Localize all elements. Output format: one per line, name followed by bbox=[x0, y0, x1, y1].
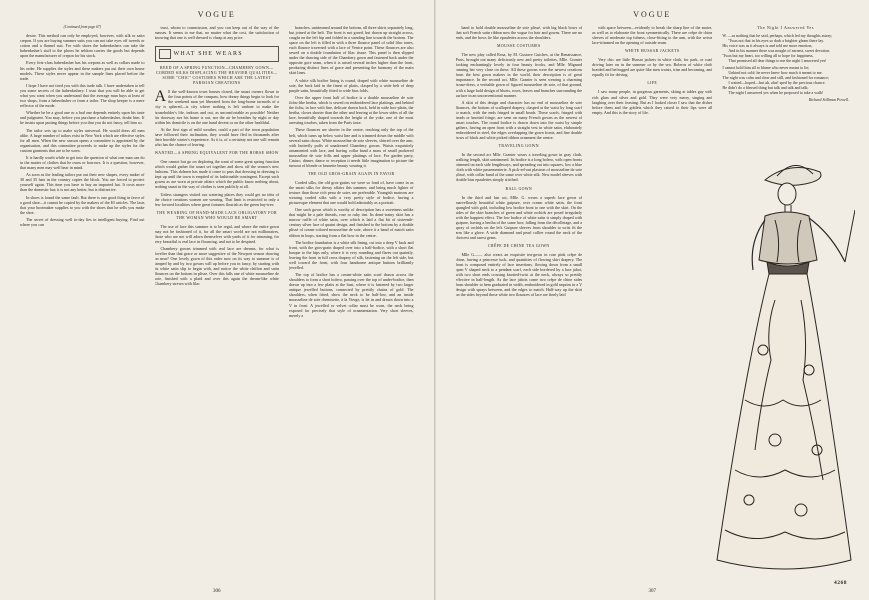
paragraph: Chambery gowns trimmed with real lace are dreams, for what is lovelier than that grace or more suggestive of the Newport season drawing on near? One lovely gown of this order now on its way to summer is of tamped by and by two gowns will up before you in fancy, by starting with its white satin slip to begin with, and notice the white chiffon and satin flounces on the bottom in plisse. Over this falls one of white mousseline de soie, finished with a plaid and over this again the dream-like white Chambery strewn with lilac bbox=[154, 246, 279, 287]
right-col-1 bbox=[456, 25, 583, 577]
poem-line: And in his manner there was nought of earnest, sweet devotion. bbox=[728, 48, 831, 53]
paragraph: The use of lace this summer is to be regal, and where the entire gown may not be fashioned of it, for all the smart world are not millionaires, those who are not will adorn themselves with yards of it for trimming, for very beautiful is real lace in flouncing, and not to be despised. bbox=[154, 223, 279, 244]
paragraph: branches, untrimmed around the bottom, all three skirts separately long, but joined at the belt. The front is not gored, but drawn up straight across, caught on the left hip and folded in a standing line towards the bottom. The space on the left is filled in with a three flounce panel of solid lilac tones, each flounce traversed with a lace of Venice point. These flounces are also sewed on a double foundation of lilac tissue. This panel is then slipped under the drawing side of the Chambery gown and fastened back under the opposite gore seam, when it is raised several inches higher than the front, producing distinct lines of grace and presenting the harmony of the main skirt lines. bbox=[289, 25, 414, 76]
paragraph: One cannot but go on deploring the want of some great spring function which would gather the smart set together and show off the season's new fashions. This dolmen has made it come to pass that dressing in dressing is kept up until the town is emptied of its fashionable contingent. Except such gowns as are worn at private affairs which the public know nothing about, nothing smart in the way of clothes is seen publicly at all. bbox=[154, 159, 279, 190]
poem-line: The night was calm and clear and still, and fashioned for romance; bbox=[722, 75, 830, 80]
poem-title: The Night I Answered Yes bbox=[757, 25, 815, 30]
paragraph: The secret of dressing well to-day lies in intelligent buying. Find out where you can bbox=[20, 217, 145, 228]
paragraph: Unless strangers visited our watering places they could get no idea of the choice creations women are wearing. That limit is restricted to only a few favored localities where great fortunes flourish as the green bay-tree. bbox=[154, 191, 279, 207]
poem-line: Unkind not cold; he never knew how much it meant to me. bbox=[728, 70, 823, 75]
paragraph: The tailor sets up to make styles universal. He would dress all men alike. A large number of tailors exist in New York which are effective styles for all men. When the new season opens a committee is appointed by the organisation, and this committee proceeds to make up the styles for the custom garments that are to be worn. bbox=[20, 127, 145, 153]
subheading: BALL GOWN bbox=[505, 186, 533, 191]
poem-signature: Richard Stillman Powell. bbox=[808, 97, 849, 102]
paragraph: with space between—evidently to break the sharp line of the moire, as well as to elaborate the front symmetrically. There are crêpe de chine sleeves of moderate top fulness, close-fitting to the arm, with the wrists lace-trimmed on the opening of outside seam. bbox=[592, 25, 713, 46]
subheading: LIFE bbox=[647, 81, 658, 86]
paragraph: desire. This method can only be employed, however, with silk or satin crepon. If you are buying summer suits you can not take eyes off tweeds or cotton and a flannel suit. For with shoes the haberdashers can take the haberdasher's stuff to the places he seldom carries the goods but depends upon the manufacturer of crepon for his stock. bbox=[20, 33, 145, 59]
paragraph: Corded silks, the old gros-grains we were so fond of, have come in as the smart silks for dressy affairs this summer, and being much lighter of texture than those rich peau de soies are preferable. Youngish matrons are wearing corded silks with a very pretty style of bodice, having a picturesque element that one would hold admirably as a portrait. bbox=[289, 179, 414, 206]
page-number-right: 307 bbox=[648, 589, 656, 594]
paragraph: ll the well-known town houses closed, the smart owners flown to the four points of the compass, how dreary things begin to look for the weekend man yet liberated from the long-home turmoils of a city is sphered—is city where nothing is left undone to make the householder's life, indoors and out, as uncomfortable as possible! Neither his doorway nor his home is out, nor the air he breathes by night or day within his domicile is on the one hand decent or on the other healthful. bbox=[154, 89, 279, 125]
paragraph: I saw many people, in gorgeous garments, skiing at tables gay with rich glass and silver and gold. They were very merry, singing and laughing over their feasting. But as I looked closer I saw that the dishes before them and the goblets which they raised to their lips were all empty. And this is the story of life. bbox=[592, 89, 713, 115]
paragraph: In the second act Mlle. Granier wears a traveling gown in gray cloth, walking length, skirt untrimmed. Its bodice is a long bolero, with open fronts trimmed on each side lengthways, and spreading out into squares, low a blue cloth with white passementerie. A pick-ed-out plastron of mousseline de soie plissé, with collar band of the same over white silk. New model sleeves with double bias epaulettes simply stitched. bbox=[455, 152, 583, 183]
poem-line: That promised all dear things to me the night I answered yes! bbox=[728, 58, 827, 63]
paragraph: Every first-class haberdasher has his crepons as well as collars made to his order. He supplies the styles and these makers put out their own house models. These styles never appear in the sample lines placed before the trade. bbox=[20, 60, 145, 81]
paragraph: The new play called Rosa, by M. Gustave Guiches, at the Renaissance, Paris, brought out many deliciously new and pretty toilettes, Mlle. Granier looking enchantingly lovely in four beauty frocks, and Mlle. Mignard running her very close on these. All these gowns were the newest creations from the best gown makers in the world, their description is of great importance. In the second act, Mlle. Granier is seen wearing a charming house-dress, a veritable gown of figured mousseline de soie, of that ground, with a large bold design of bluets, roses, leaves and branches surrounding the surface in an unconventional manner. bbox=[455, 52, 583, 98]
subheading: CRÊPE DE CHINE TEA GOWN bbox=[487, 243, 550, 248]
paragraph: As soon as the leading tailors put out their new shapes, every maker of 30 and 35 hats in the country copies the block. You are forced to protect yourself again. This time you have to buy an imported hat. It costs more than the domestic hat; it is not any better, but is distinctive. bbox=[20, 172, 145, 193]
paragraph: trust, whom to commission, and you can keep out of the way of the masses. It seems to me that, no matter what the cost, the satisfaction of knowing that one is well dressed is cheap at any price. bbox=[154, 25, 279, 41]
subheading: THE OLD GROS-GRAIN AGAIN IN FAVOR bbox=[308, 171, 395, 176]
poem-line: The night I answered yes when he proposed to take a walk! bbox=[728, 90, 824, 95]
paragraph: I hope I have not tired you with this trade talk. I have undertaken to tell you some secrets of the haberdashery. I trust that you will be able to get what you want when you understand that the average man buys at least of two shops, from a haberdasher or from a tailor. The shop keeper is a mere reflector of the mode. bbox=[20, 82, 145, 109]
running-head-left: VOGUE bbox=[197, 10, 236, 19]
paragraph: Very chic are little Hussar jackets in white cloth, for park, or road driving later on in the summer or by the sea. Boleros of white cloth braided and befrogged are quite like men waists, trim and becoming, and equally fit for driving. bbox=[592, 57, 713, 78]
subheading: TRAVELING GOWN bbox=[498, 144, 540, 149]
left-col-1 bbox=[20, 25, 145, 577]
paragraph: The bodice foundation is a white silk lining, cut into a deep V back and front, with the gros-grain draped over into a half-bodice, with a short flat basque to the hips only, where it is very rounding and flares out quaintly, leaving the front in full cross drapery of silk, fastening on the left side, but well toward the front, with four handsome antique buttons brilliantly jewelled. bbox=[289, 239, 414, 270]
poem-line: 'Twas but my heart, too willing all to hope for happiness, bbox=[722, 53, 814, 58]
paragraph: The top of bodice has a cream-white satin scarf drawn across the shoulders to form a short bolero, passing over the top of under-bodice, then drawn up into a few plaits at the bust, where it is fastened by two larger antique jewelled buttons, connected by prettily chains of gold. The shoulders, when fitted, show the neck to be half-low, and an inside mousseline de soie chemisette, à la Vierge, is let in and drawn down into a V in front. A jewelled or velvet collar must be worn, the neck being exposed for precisely that style of ornamentation. Very short sleeves, merely a bbox=[289, 272, 414, 318]
continued-note: (Continued from page 67) bbox=[63, 25, 101, 29]
ornament-icon bbox=[159, 49, 171, 59]
poem-line: He didn't do a blessed thing but talk and talk and talk; bbox=[722, 85, 809, 90]
paragraph: Whether he be a good one or a bad one depends entirely upon his taste and judgment. You may, before you purchase a haberdasher, doubt him. If he insists upon putting things before you that you do not fancy, tell him so. bbox=[20, 110, 145, 126]
paragraph: Over the upper front half of bodice is a double mousseline de soie fichu-like bertha, which is sewed on embroidered lace plaitings, and behind the fichu, in lace with fine, delicate drawn back, held in wide box-plaits, the bertha, closes shorter than the other and leaving at the lower sides of all the lace, beautifully draped towards the height of the yoke, one of the most arresting touches, taken from the Paris taste. bbox=[289, 94, 414, 126]
poem-line: I cannot hold him all to blame who never meant to lie; bbox=[722, 65, 810, 70]
left-columns bbox=[20, 25, 414, 577]
subheading: THE WEARING OF HAND-MADE LACE OBLIGATORY FOR THE WOMAN WHO WOULD BE SMART bbox=[156, 210, 277, 220]
poem-line: His voice was as it always is and told me more emotion, bbox=[722, 43, 813, 48]
paragraph: These flounces are shorter in the centre, reaching only the top of the belt, which turns up below waist line and is trimmed down the middle with several satin chous. White mousseline de soie sleeves, shirred over the arm, with butterfly puffs of unadorned Chambery gowns. Waists exquisitely ornamented with lace, and having collar band a mass of small puckered mousseline de soie frills and upper plaitings of lace. For garden party, Casino, dinner, dance or reception it needs little imagination to picture the turnout of blonde or brunette beauty wearing it. bbox=[289, 127, 414, 168]
paragraph: A white silk bodice lining is round, draped with white mousseline de soie, the back laid in the finest of plaits, clasped by a wide belt of deep purple satin, beautifully fitted to wide bias folds. bbox=[289, 77, 414, 93]
poem-line: W. —as nothing that he said, perhaps, which led my thoughts astray; bbox=[722, 33, 833, 38]
paragraph: A skirt of this design and character has no end of mousseline de soie flounces, the bottom of scalloped drapery, clasped at the waist by long scarf to match, with the ends fringed in small beads. These scarfs, fringed with beads or knotted fringe, are seen on many French gowns as the newest of smart touches. The round bodice is drawn down into the waist by simple gathers, having an open front with a straight vest in white satin, elaborately embroidered in steel, the edges overlapping the gown fronts, and fine double bows of black and white picked ribbon ornament the centre. bbox=[455, 99, 583, 141]
paragraph: At the first sign of mild weather, could a part of the town population have followed their inclination, they would have fled in thousands after their horrible winter's experience. As it is, of a certainty not one will remain who has the chance of leaving. bbox=[154, 126, 279, 147]
left-col-2 bbox=[155, 25, 280, 577]
running-head-right: VOGUE bbox=[633, 10, 672, 19]
plate-number: 4268 bbox=[834, 580, 847, 586]
section-title-box bbox=[155, 46, 280, 62]
paragraph: Mlle G—— also wears an exquisite tea-gown in rose pink crêpe de chine, having a princesse tuck, and quantities of flowing skirt drapery. The front is composed entirely of lace insertions, flowing down from a small open V shaped neck to a pendant scarf, each side bordered by a lace jabot, with two short ends crossing knotted-twist at the neck, always so prettily effective in half-length. As the lace jabots come two crêpe de chine sides from shoulder to hem graduated in width, embroidered in gold sequins in a V design with sprays between, and the edges to match. Half-way up the skirt on the sides beyond those white two flounces of lace are finely laid bbox=[455, 252, 583, 298]
left-col-3 bbox=[289, 25, 414, 577]
section-title: WHAT SHE WEARS bbox=[173, 50, 243, 57]
paragraph: In the third and last act, Mlle. G. wears a superb lace gown of marvellously beautiful white guipure, over cream white satin, the front spangled with gold, including low bodice front to one with the skirt. On the sides of the skirt branches of green and white orchids are posed irregularly with the happiest effect. The low bodice of white satin is simply draped with guipure, having a bertha of the same lace, falling from the décolletage, and a spray of orchids on the left. Guipure sleeves from shoulder to wrist fit the arm like a glove. A wide diamond and pearl collier round the neck of the choicest and rarest gems. bbox=[455, 194, 583, 240]
section-subtitle: REED OF A SPRING FUNCTION—CHAMBERY GOWN—CORDED SILKS DISPLACING THE HEAVIER QUALITIES—SOME "CHIC" COSTUMES WHICH ARE THE LATEST PARISIAN CREATIONS bbox=[156, 66, 278, 86]
paragraph: band to hold double mousseline de soie plissé, with big black bows of that soft French satin ribbon now the vogue for hair and gowns. There are no ends, and the bows lie like epaulettes across the shoulders. bbox=[455, 25, 583, 41]
right-page bbox=[435, 0, 869, 600]
page-number-left: 306 bbox=[213, 589, 221, 594]
fashion-illustration bbox=[705, 150, 855, 580]
paragraph: One such gown which is worthy of description has a sweetness unlike that might be a pale threads, rose or ruby tint. Its demi-trainy skirt has a narrow ruffle of white satin, over which is laid a flat bit of sixteenth-century silver lace of quaint design, and finished to the bottom by a double plissé of cream-colored mousseline de soie, above it a band of match satin ribbon in loops, starting from a flat bow in the centre. bbox=[289, 207, 414, 238]
subheading: WANTED—A SPRING EQUIVALENT FOR THE HORSE SHOW bbox=[154, 151, 279, 156]
poem-line: 'Twas not that in his eyes so dark a brighter gleam there lay. bbox=[728, 38, 824, 43]
paragraph: In shoes is found the same fault. But there is one good thing in favor of a good shoe—it cannot be copied by the makers of the $3 articles. The lasts that your bootmaker supplies to you with the shoes that he sells you make the shoe. bbox=[20, 194, 145, 215]
paragraph: It is hardly worth while to get into the question of what one man can do in the matter of clothes that he owns or borrows. It is a question, however, that many men may well bear in mind. bbox=[20, 155, 145, 171]
right-col-2 bbox=[592, 25, 712, 577]
drop-cap: A bbox=[154, 88, 167, 106]
poem-line: I waited—hoped—but ah, alas! sped by the precious chance. bbox=[728, 80, 826, 85]
subheading: WHITE HUSSAR JACKETS bbox=[625, 49, 680, 54]
subheading: MOUSSE COSTUMES bbox=[497, 44, 541, 49]
